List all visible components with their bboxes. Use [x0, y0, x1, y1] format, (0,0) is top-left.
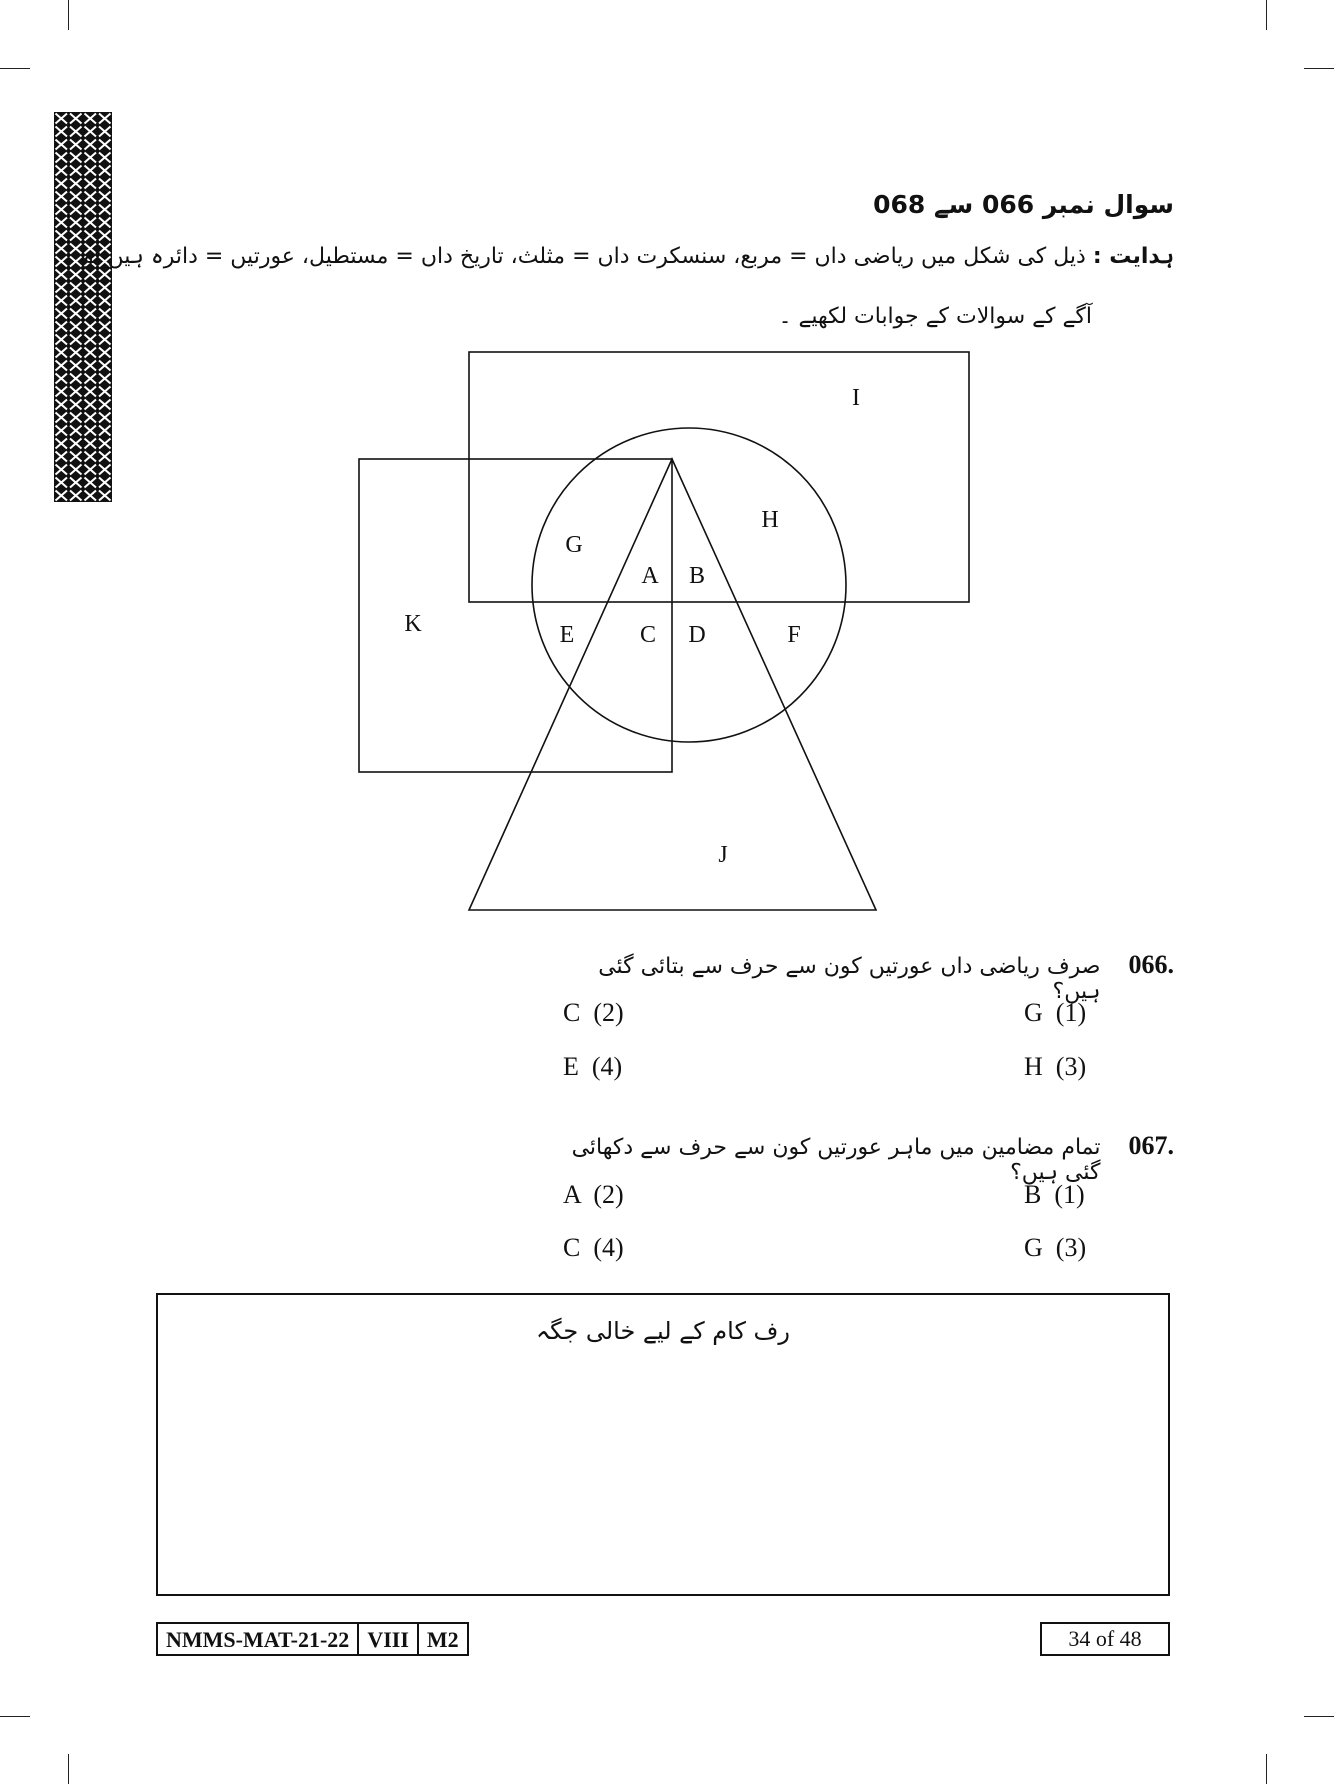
option-4[interactable]: E (4): [563, 1052, 623, 1081]
option-1[interactable]: B (1): [1024, 1180, 1085, 1209]
region-label-H: H: [761, 507, 779, 533]
region-label-G: G: [565, 532, 583, 558]
option-1[interactable]: G (1): [1024, 998, 1087, 1027]
question-text: تمام مضامین میں ماہر عورتیں کون سے حرف سے دکھائی گئی ہیں؟: [571, 1135, 1101, 1185]
section-title: سوال نمبر 066 سے 068: [873, 190, 1174, 219]
option-3[interactable]: H (3): [1024, 1052, 1087, 1081]
instruction-text: ذیل کی شکل میں ریاضی داں = مربع، سنسکرت داں = مثلث، تاریخ داں = مستطیل، عورتیں = دائرہ ہیں تو: [83, 244, 1086, 269]
region-label-A: A: [641, 563, 659, 589]
region-label-D: D: [688, 622, 706, 648]
region-label-I: I: [852, 385, 860, 411]
crop-mark: [1304, 1716, 1334, 1717]
region-label-C: C: [639, 622, 657, 648]
page-number: 34 of 48: [1040, 1622, 1170, 1656]
paper-code-box: [156, 1622, 469, 1656]
region-label-B: B: [688, 563, 706, 589]
option-2[interactable]: A (2): [563, 1180, 624, 1209]
option-2[interactable]: C (2): [563, 998, 624, 1027]
instruction-line-2: آگے کے سوالات کے جوابات لکھیے ۔: [778, 304, 1092, 329]
medium-code: M2: [417, 1624, 467, 1654]
region-label-K: K: [404, 611, 422, 637]
question-number: 067.: [1128, 1131, 1174, 1160]
question-number: 066.: [1128, 950, 1174, 979]
paper-code: NMMS-MAT-21-22: [166, 1627, 350, 1652]
class-code: VIII: [357, 1624, 417, 1654]
crop-mark: [0, 1716, 30, 1717]
question-text: صرف ریاضی داں عورتیں کون سے حرف سے بتائی گئی ہیں؟: [598, 954, 1101, 1004]
rough-work-title: رف کام کے لیے خالی جگہ: [536, 1317, 790, 1345]
instruction-label: ہدایت :: [1092, 244, 1174, 269]
crop-mark: [1266, 1754, 1267, 1784]
region-label-F: F: [787, 622, 801, 648]
question-066: [554, 950, 1174, 1004]
option-3[interactable]: G (3): [1024, 1233, 1087, 1262]
rough-work-box: [156, 1293, 1170, 1596]
region-label-J: J: [718, 842, 728, 868]
option-4[interactable]: C (4): [563, 1233, 624, 1262]
question-067: [554, 1131, 1174, 1185]
crop-mark: [68, 1754, 69, 1784]
region-label-E: E: [559, 622, 575, 648]
